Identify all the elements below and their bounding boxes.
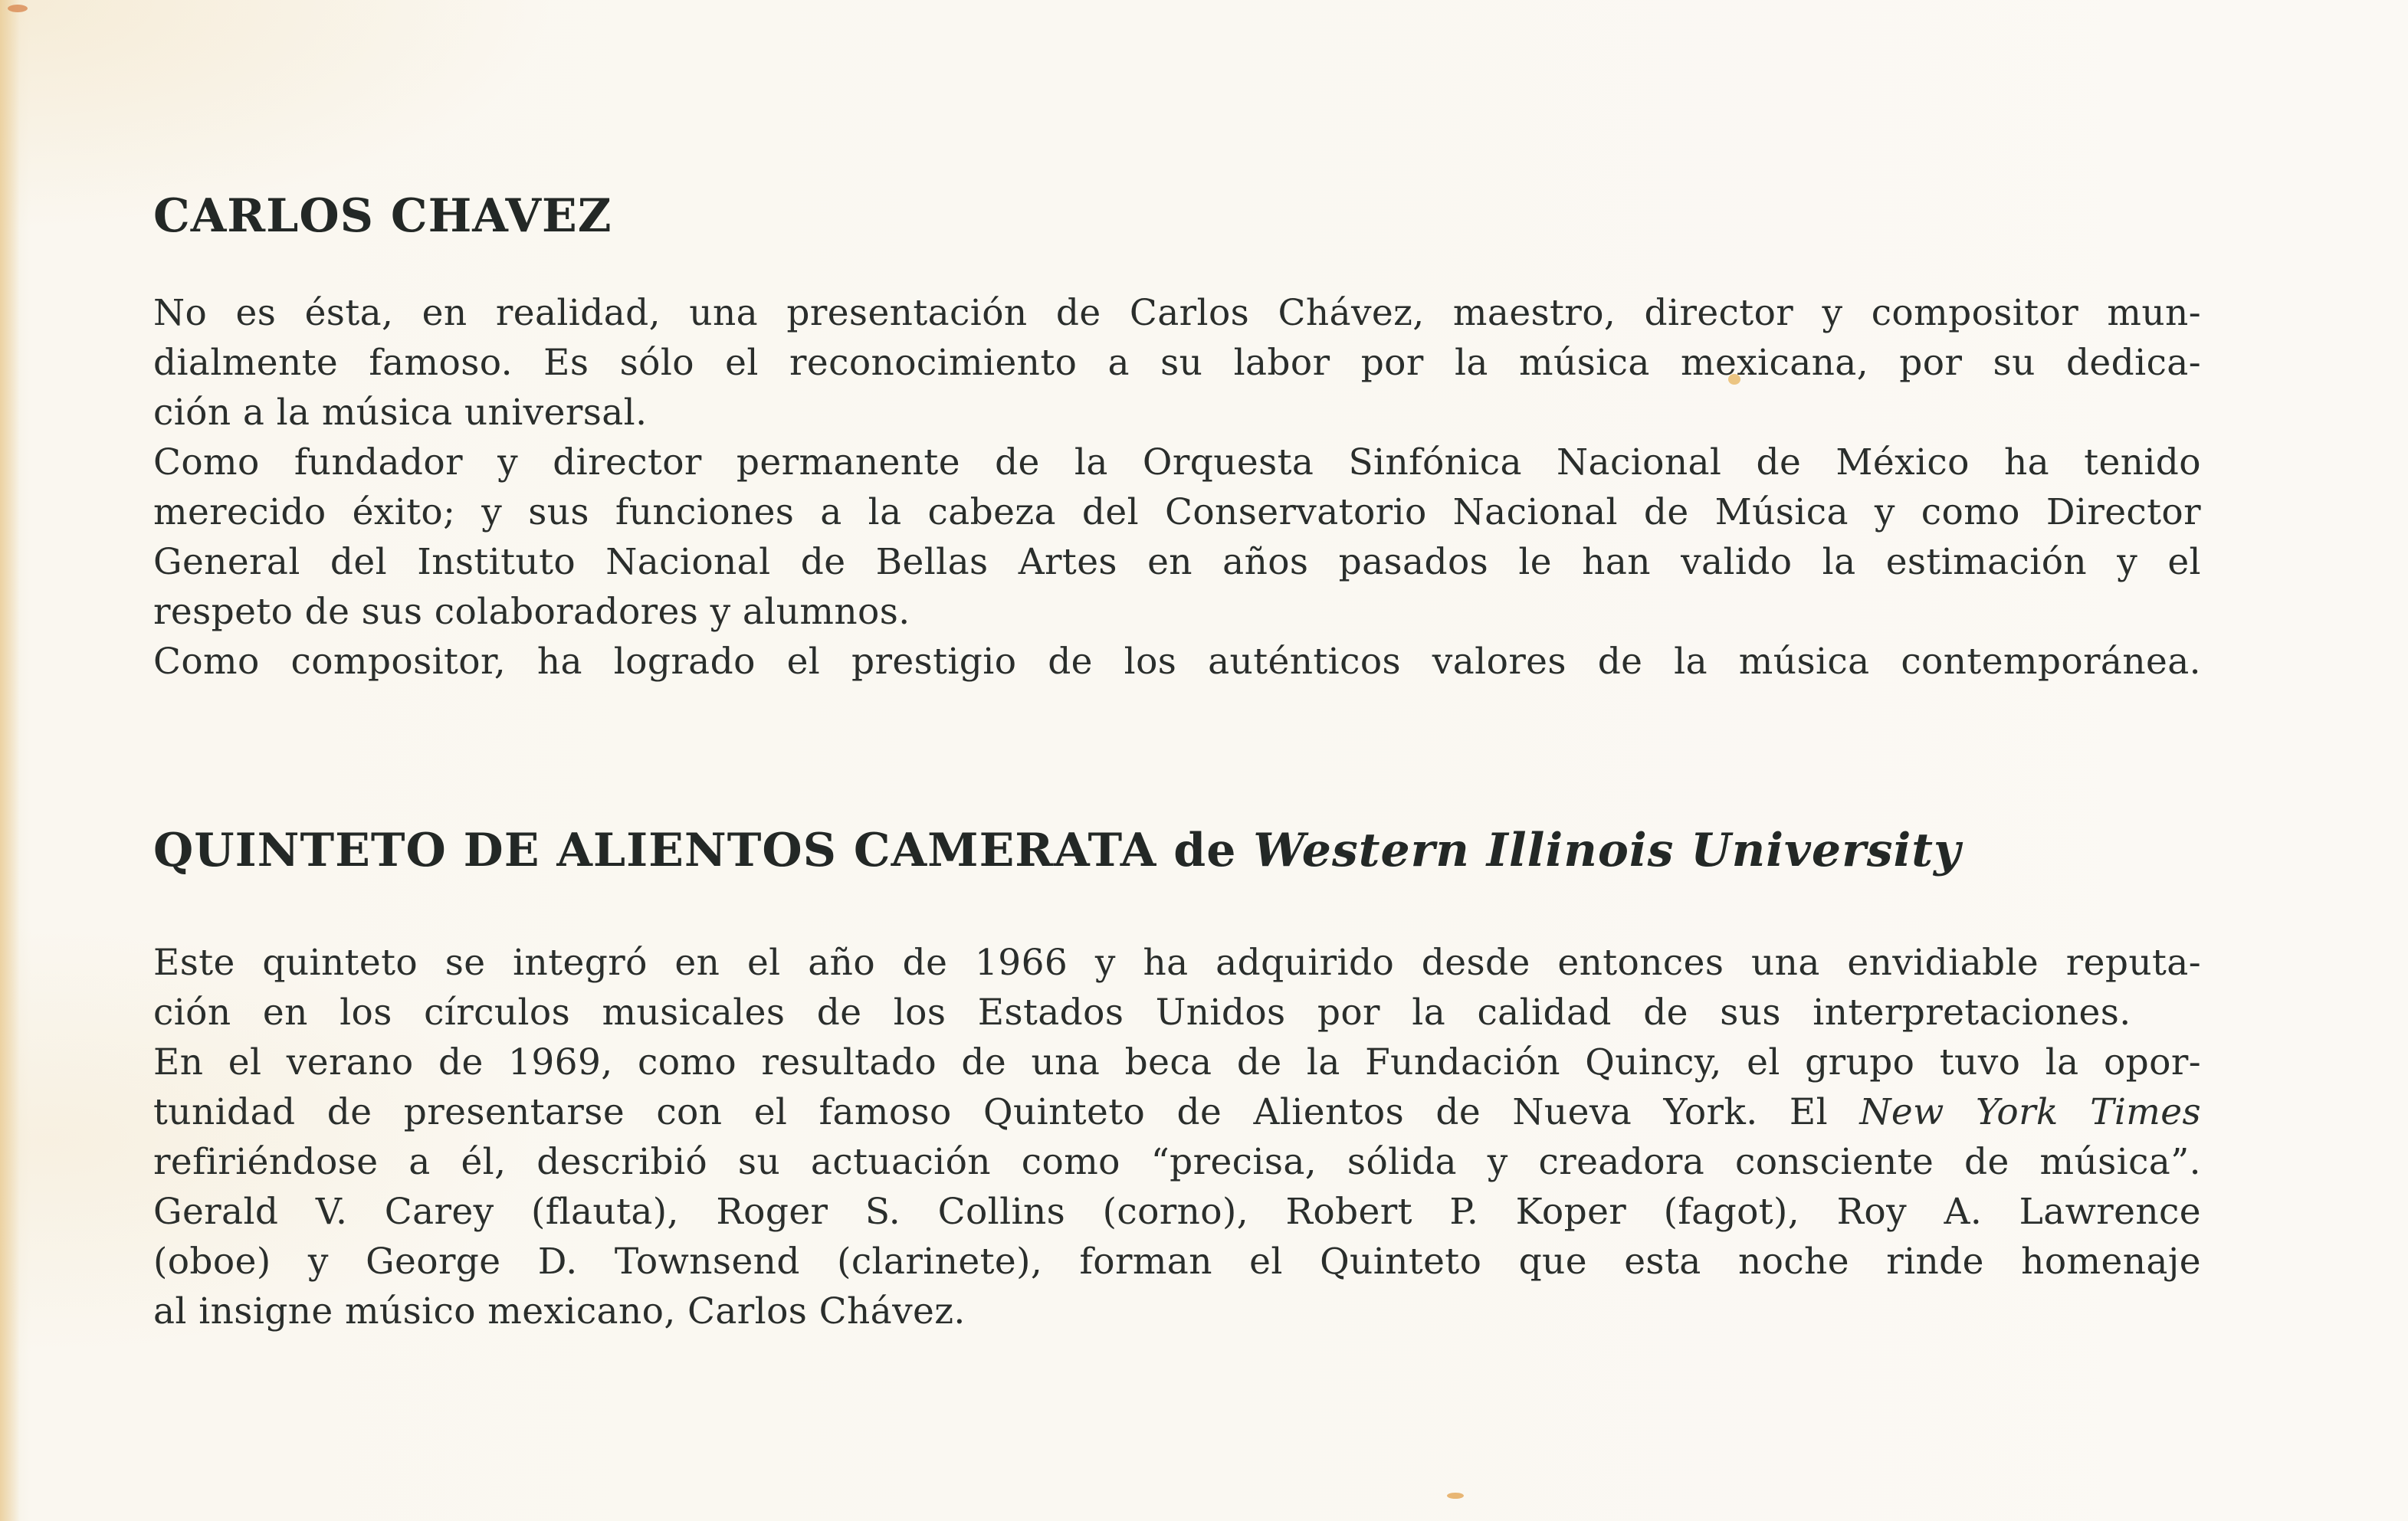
section-heading-carlos-chavez: CARLOS CHAVEZ [153,189,612,243]
text-line: al insigne músico mexicano, Carlos Chávez. [153,1290,966,1333]
text-line: dialmente famoso. Es sólo el reconocimiento a su labor por la música mexicana, por su dedica- [153,342,2201,384]
text-line: Este quinteto se integró en el año de 1966 y ha adquirido desde entonces una envidiable reputa- [153,942,2201,984]
paragraph [153,438,2201,637]
text-segment: tunidad de presentarse con el famoso Quinteto de Alientos de Nueva York. El [153,1091,1829,1133]
text-line: Como compositor, ha logrado el prestigio de los auténticos valores de la música contemporánea. [153,641,2201,683]
paragraph [153,938,2201,1037]
paragraph [153,1187,2201,1336]
text-line: respeto de sus colaboradores y alumnos. [153,591,910,633]
text-line: En el verano de 1969, como resultado de una beca de la Fundación Quincy, el grupo tuvo la opor- [153,1041,2201,1083]
text-line: (oboe) y George D. Townsend (clarinete), forman el Quinteto que esta noche rinde homenaje [153,1241,2201,1283]
text-line: refiriéndose a él, describió su actuación como “precisa, sólida y creadora consciente de música”. [153,1141,2201,1183]
paragraph [153,288,2201,438]
text-line: No es ésta, en realidad, una presentación de Carlos Chávez, maestro, director y compositor mun- [153,292,2201,334]
heading-connector: de [1173,824,1237,877]
section-heading-quinteto [153,823,2201,878]
text-line: General del Instituto Nacional de Bellas Artes en años pasados le han valido la estimación y el [153,541,2201,583]
scan-speck [8,5,28,12]
text-line [153,1087,2201,1137]
text-block [153,188,2201,1336]
text-line: Como fundador y director permanente de la Orquesta Sinfónica Nacional de México ha tenido [153,441,2201,484]
heading-main-text: QUINTETO DE ALIENTOS CAMERATA [153,824,1157,877]
scan-edge-shadow [0,0,20,1521]
text-line: merecido éxito; y sus funciones a la cabeza del Conservatorio Nacional de Música y como Director [153,491,2201,533]
paragraph [153,1037,2201,1187]
text-line: Gerald V. Carey (flauta), Roger S. Collins (corno), Robert P. Koper (fagot), Roy A. Lawrence [153,1191,2201,1233]
text-line: ción en los círculos musicales de los Estados Unidos por la calidad de sus interpretaciones. [153,992,2131,1034]
paragraph [153,637,2201,687]
heading-university-name: Western Illinois University [1253,824,1961,877]
newspaper-title: New York Times [1859,1091,2201,1133]
text-line: ción a la música universal. [153,392,648,434]
scan-speck [1447,1493,1464,1499]
